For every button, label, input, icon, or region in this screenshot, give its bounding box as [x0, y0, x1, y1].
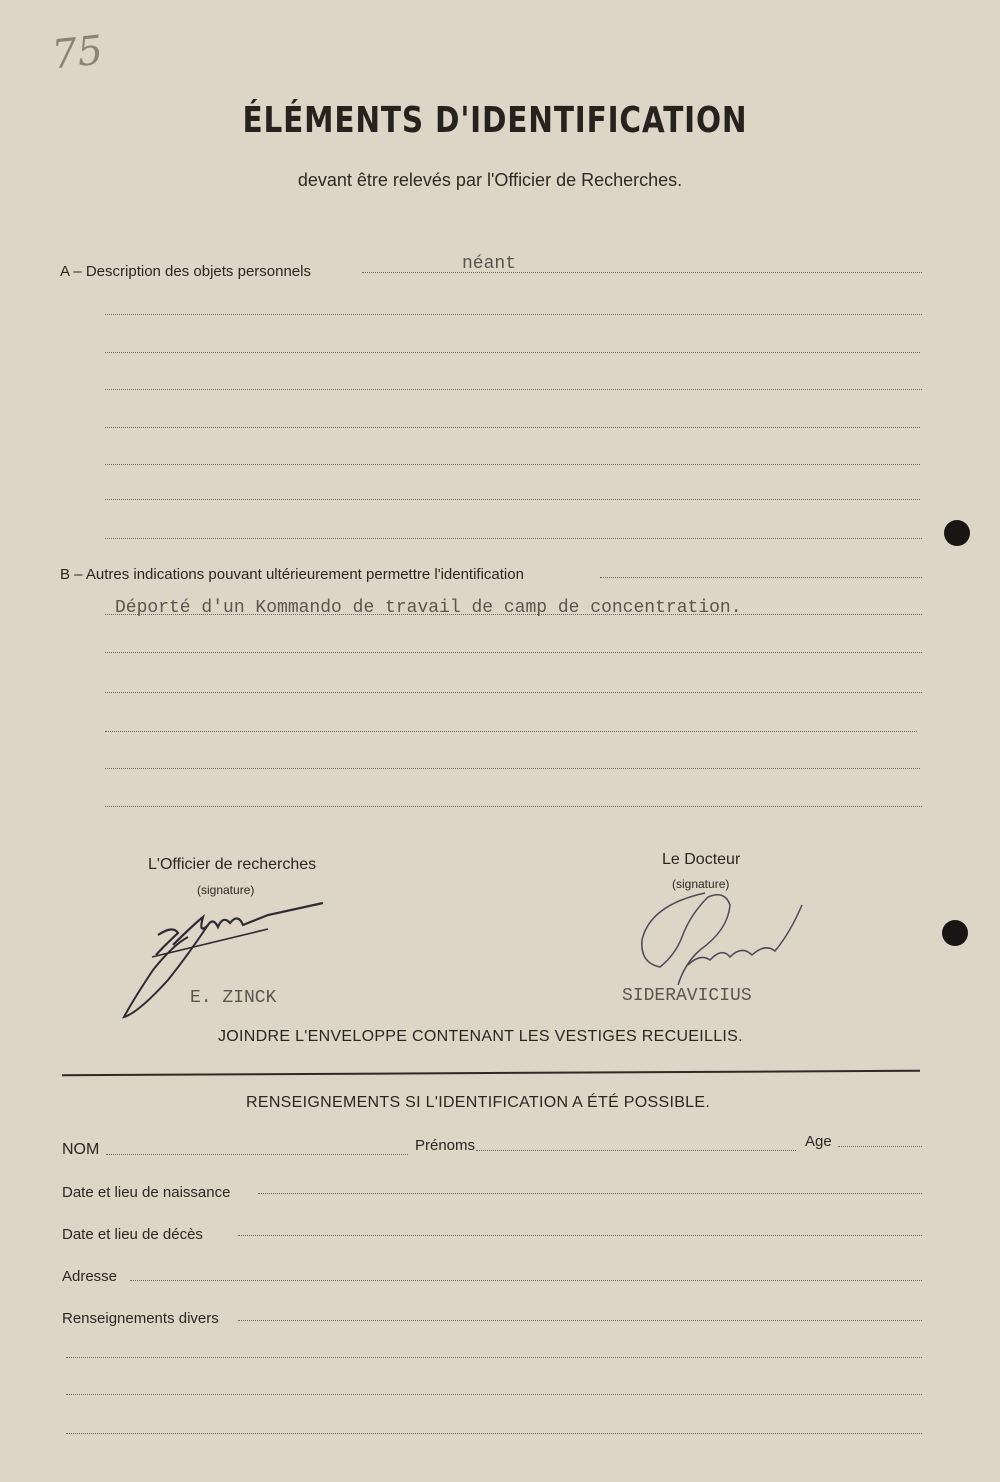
section-separator	[62, 1070, 920, 1076]
document-subtitle: devant être relevés par l'Officier de Recherches.	[297, 170, 683, 190]
section-a-line-8	[105, 538, 922, 539]
deces-line	[238, 1235, 922, 1236]
age-label: Age	[805, 1133, 832, 1150]
divers-line-4	[66, 1433, 922, 1434]
folio-number: 75	[49, 27, 106, 79]
officer-title: L'Officier de recherches	[148, 856, 317, 873]
section-b-line-4	[105, 692, 922, 693]
punch-hole-bottom	[942, 920, 968, 946]
section-b-line-5	[105, 731, 917, 732]
section-b-label: B – Autres indications pouvant ultérieurement permettre l'identification	[60, 566, 524, 583]
prenoms-label: Prénoms	[415, 1137, 476, 1154]
officer-name: E. ZINCK	[190, 988, 277, 1008]
envelope-note: JOINDRE L'ENVELOPPE CONTENANT LES VESTIGES RECUEILLIS.	[218, 1028, 743, 1045]
nom-label: NOM	[62, 1141, 100, 1158]
section-a-line-3	[105, 352, 920, 353]
section-a-label: A – Description des objets personnels	[60, 263, 311, 280]
doctor-name: SIDERAVICIUS	[622, 986, 752, 1006]
section-a-line-6	[105, 464, 920, 465]
officer-signature-hint: (signature)	[197, 883, 255, 897]
adresse-label: Adresse	[62, 1268, 118, 1285]
punch-hole-top	[944, 520, 970, 546]
naissance-label: Date et lieu de naissance	[62, 1184, 231, 1201]
section-a-line-1	[362, 272, 922, 273]
divers-line-1	[238, 1320, 922, 1321]
doctor-signature-hint: (signature)	[672, 877, 730, 891]
section-b-line-3	[105, 652, 922, 653]
divers-label: Renseignements divers	[62, 1310, 219, 1327]
nom-line	[106, 1154, 408, 1155]
section-b-value: Déporté d'un Kommando de travail de camp de concentration.	[115, 598, 742, 618]
deces-label: Date et lieu de décès	[62, 1226, 203, 1243]
divers-line-2	[66, 1357, 922, 1358]
section-b-line-1	[600, 577, 922, 578]
section-b-line-6	[105, 768, 920, 769]
section-a-line-2	[105, 314, 922, 315]
doctor-title: Le Docteur	[662, 851, 741, 868]
prenoms-line	[476, 1150, 796, 1151]
section-b-line-7	[105, 806, 922, 807]
section-b-line-2	[105, 614, 922, 615]
doctor-signature	[630, 885, 810, 995]
section-a-line-4	[105, 389, 922, 390]
age-line	[838, 1146, 922, 1147]
document-title: ÉLÉMENTS D'IDENTIFICATION	[242, 100, 748, 141]
adresse-line	[130, 1280, 922, 1281]
divers-line-3	[66, 1394, 922, 1395]
section-a-value: néant	[462, 254, 517, 274]
naissance-line	[258, 1193, 922, 1194]
section-a-line-5	[105, 427, 920, 428]
section-a-line-7	[105, 499, 920, 500]
identification-heading: RENSEIGNEMENTS SI L'IDENTIFICATION A ÉTÉ POSSIBLE.	[246, 1094, 711, 1111]
